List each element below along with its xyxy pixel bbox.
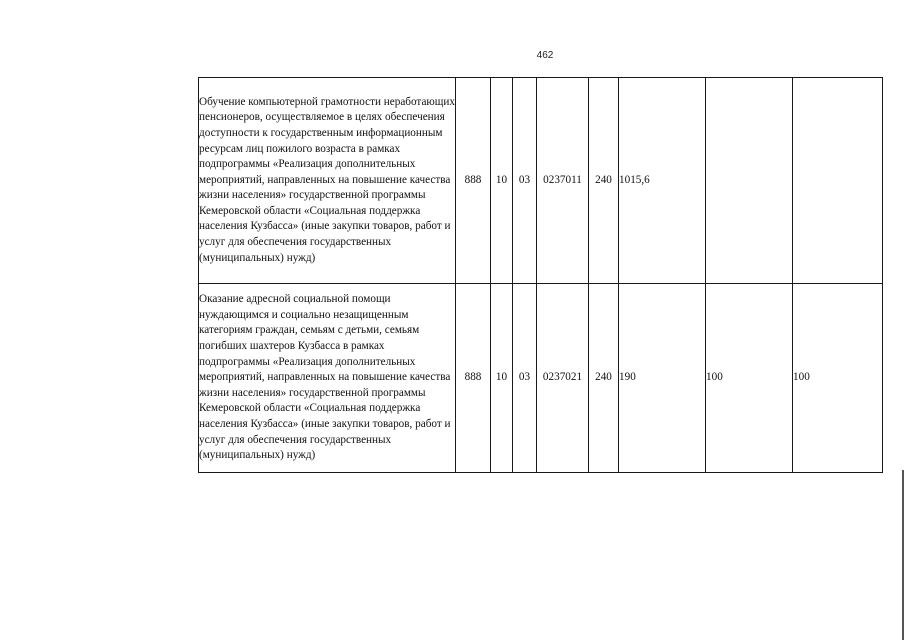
section-code-cell: 10 xyxy=(491,78,513,284)
amount-year-2-cell xyxy=(706,78,793,284)
target-article-cell: 0237011 xyxy=(537,78,589,284)
table-row xyxy=(199,78,883,284)
subsection-code-cell: 03 xyxy=(513,284,537,473)
target-article-cell: 0237021 xyxy=(537,284,589,473)
amount-year-1-cell: 190 xyxy=(619,284,706,473)
expense-type-cell: 240 xyxy=(589,78,619,284)
row-description: Обучение компьютерной грамотности неработающих пенсионеров, осуществляемое в целях обеспечения доступности к государственным информационным ресурсам лиц пожилого возраста в рамках подпрограммы «Реализация дополнительных мероприятий, направленных на повышение качества жизни населения» государственной программы Кемеровской области «Социальная поддержка населения Кузбасса» (иные закупки товаров, работ и услуг для обеспечения государственных (муниципальных) нужд) xyxy=(199,78,456,284)
amount-year-3-cell: 100 xyxy=(793,284,883,473)
amount-year-3-cell xyxy=(793,78,883,284)
scan-edge-mark xyxy=(902,470,904,640)
table-row xyxy=(199,284,883,473)
expense-type-cell: 240 xyxy=(589,284,619,473)
section-code-cell: 10 xyxy=(491,284,513,473)
row-description: Оказание адресной социальной помощи нуждающимся и социально незащищенным категориям граждан, семьям с детьми, семьям погибших шахтеров Кузбасса в рамках подпрограммы «Реализация дополнительных мероприятий, направленных на повышение качества жизни населения» государственной программы Кемеровской области «Социальная поддержка населения Кузбасса» (иные закупки товаров, работ и услуг для обеспечения государственных (муниципальных) нужд) xyxy=(199,284,456,473)
subsection-code-cell: 03 xyxy=(513,78,537,284)
amount-year-2-cell: 100 xyxy=(706,284,793,473)
amount-year-1-cell: 1015,6 xyxy=(619,78,706,284)
dept-code-cell: 888 xyxy=(456,284,491,473)
budget-table xyxy=(198,77,883,473)
dept-code-cell: 888 xyxy=(456,78,491,284)
page-number: 462 xyxy=(536,50,554,61)
